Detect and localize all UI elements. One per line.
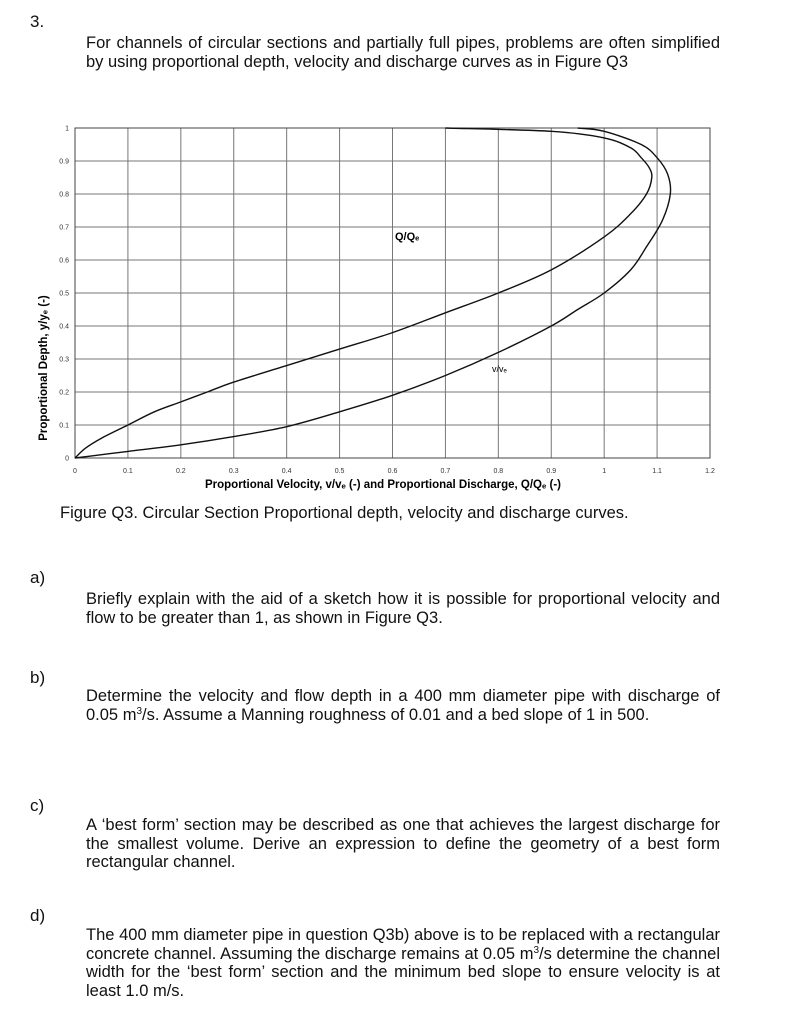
x-tick-label: 0.3 bbox=[228, 468, 239, 475]
series-label-discharge: Q/Qₑ bbox=[395, 231, 420, 243]
y-tick-label: 0.5 bbox=[59, 290, 69, 298]
figure-q3-chart bbox=[30, 118, 730, 500]
y-tick-label: 0.1 bbox=[59, 422, 69, 430]
y-tick-label: 0.6 bbox=[59, 257, 69, 265]
part-d-text-2: /s determine the channel width for the ‘best form’ section and the minimum bed slope to ensure velocity is at least 1.0 m/s. bbox=[86, 944, 720, 1000]
x-tick-label: 1.2 bbox=[705, 468, 715, 475]
x-tick-label: 0.7 bbox=[440, 468, 451, 475]
x-tick-label: 0.6 bbox=[387, 468, 398, 475]
y-tick-label: 0 bbox=[65, 455, 69, 463]
x-tick-label: 0.4 bbox=[281, 468, 292, 475]
x-tick-label: 0.2 bbox=[175, 468, 186, 475]
part-c-label: c) bbox=[30, 796, 45, 815]
y-axis-label: Proportional Depth, y/yₑ (-) bbox=[38, 295, 50, 441]
chart-ticks bbox=[59, 126, 715, 476]
part-c-text: A ‘best form’ section may be described as one that achieves the largest discharge for the smallest volume. Derive an expression to define the geometry of a best form rectangular channel. bbox=[86, 816, 720, 871]
x-tick-label: 0.1 bbox=[123, 468, 133, 475]
part-b-label: b) bbox=[30, 668, 46, 687]
y-tick-label: 0.3 bbox=[59, 356, 69, 364]
x-tick-label: 0.8 bbox=[493, 468, 504, 475]
part-b-sup: 3 bbox=[136, 705, 143, 717]
chart-grid bbox=[75, 128, 710, 458]
question-number: 3. bbox=[30, 12, 45, 31]
part-a-label: a) bbox=[30, 568, 46, 587]
y-tick-label: 0.8 bbox=[59, 191, 69, 199]
part-d-text bbox=[86, 926, 720, 1000]
figure-caption: Figure Q3. Circular Section Proportional depth, velocity and discharge curves. bbox=[60, 504, 629, 522]
part-b-text-1: Determine the velocity and flow depth in a 400 mm diameter pipe with discharge of 0.05 m bbox=[86, 687, 720, 724]
part-d-label: d) bbox=[30, 906, 46, 925]
part-b-text-2: /s. Assume a Manning roughness of 0.01 and a bed slope of 1 in 500. bbox=[142, 705, 650, 724]
y-tick-label: 0.7 bbox=[59, 224, 69, 232]
x-tick-label: 0.5 bbox=[334, 468, 345, 475]
part-d-sup: 3 bbox=[533, 944, 539, 956]
x-tick-label: 1 bbox=[602, 468, 607, 475]
x-axis-label: Proportional Velocity, v/vₑ (-) and Proportional Discharge, Q/Qₑ (-) bbox=[204, 479, 562, 491]
y-tick-label: 1 bbox=[65, 125, 69, 133]
part-a-text: Briefly explain with the aid of a sketch how it is possible for proportional velocity and flow to be greater than 1, as shown in Figure Q3. bbox=[86, 590, 720, 627]
x-tick-label: 1.1 bbox=[652, 468, 662, 475]
part-d-text-1: The 400 mm diameter pipe in question Q3b) above is to be replaced with a rectangular concrete channel. Assuming the discharge remains at 0.05 m bbox=[86, 926, 720, 963]
y-tick-label: 0.2 bbox=[59, 389, 69, 397]
x-tick-label: 0.9 bbox=[546, 468, 557, 475]
y-tick-label: 0.9 bbox=[59, 158, 69, 166]
part-b-text bbox=[86, 687, 720, 724]
x-tick-label: 0 bbox=[73, 468, 77, 475]
series-label-velocity: v/vₑ bbox=[492, 364, 507, 374]
question-intro: For channels of circular sections and partially full pipes, problems are often simplified by using proportional depth, velocity and discharge curves as in Figure Q3 bbox=[86, 34, 720, 71]
y-tick-label: 0.4 bbox=[59, 323, 69, 331]
